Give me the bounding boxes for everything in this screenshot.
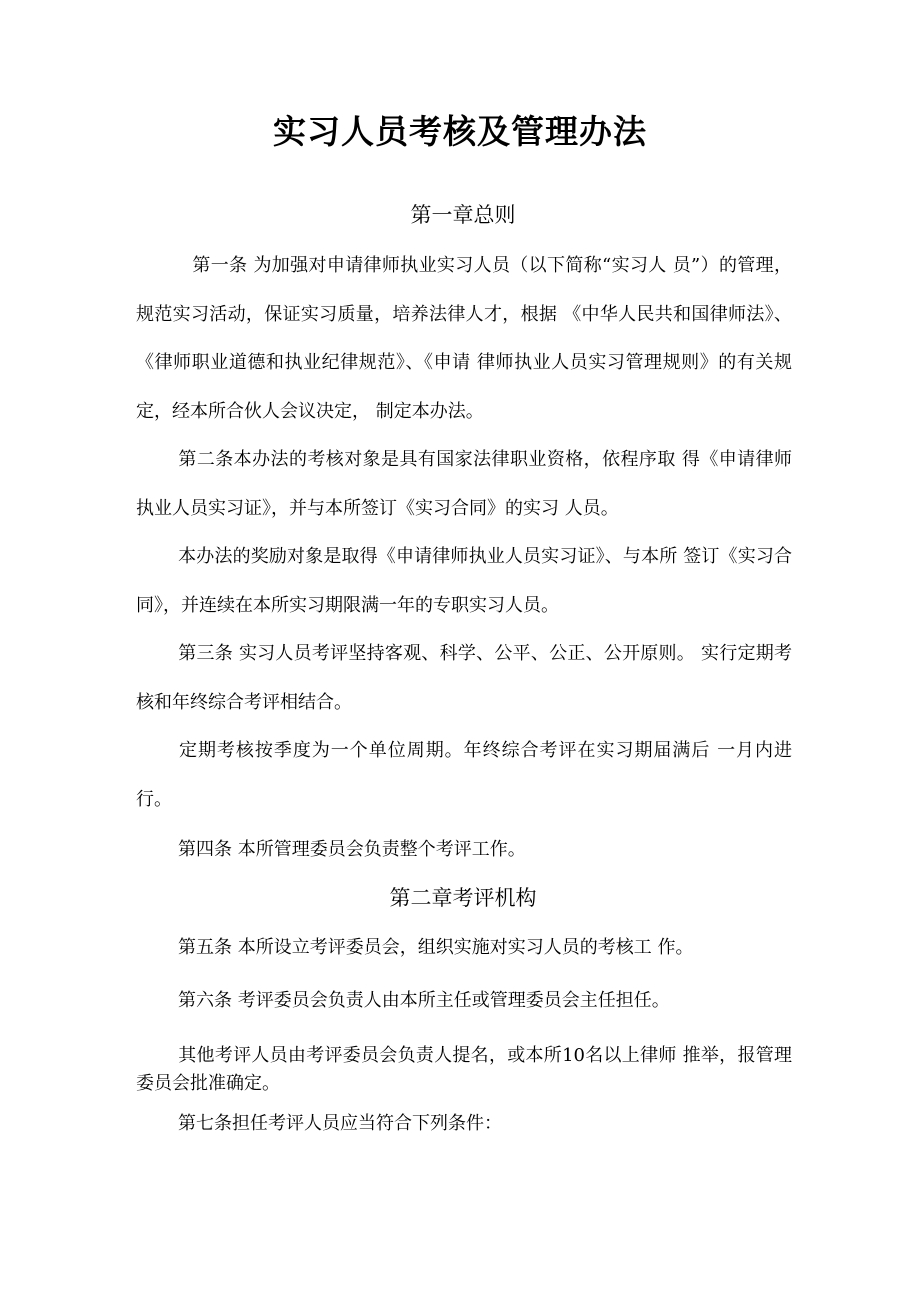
- article-5-text: 第五条 本所设立考评委员会，组织实施对实习人员的考核工 作。: [178, 937, 694, 958]
- document-title: 实习人员考核及管理办法: [273, 112, 647, 151]
- article-2-text: 第二条本办法的考核对象是具有国家法律职业资格，依程序取 得《申请律师执业人员实习证》，并与本所签订《实习合同》的实习 人员。: [136, 449, 792, 519]
- article-6: [136, 977, 792, 1026]
- periodic-assessment-text: 定期考核按季度为一个单位周期。年终综合考评在实习期届满后 一月内进行。: [136, 740, 792, 810]
- chapter-heading-1: 第一章总则: [410, 203, 516, 227]
- article-7: [136, 1100, 792, 1149]
- article-1-text: 第一条 为加强对申请律师执业实习人员（以下简称“实习人 员”）的管理，规范实习活动，保证实习质量，培养法律人才，根据 《中华人民共和国律师法》、《律师职业道德和执业纪律规范》、《申请 律师执业人员实习管理规则》的有关规定，经本所合伙人会议决定， 制定本办法。: [136, 255, 792, 422]
- evaluator-nomination-text: 其他考评人员由考评委员会负责人提名，或本所10名以上律师 推举，报管理委员会批准确定。: [136, 1045, 792, 1094]
- article-6-text: 第六条 考评委员会负责人由本所主任或管理委员会主任担任。: [178, 990, 670, 1011]
- evaluator-nomination-paragraph: [136, 1042, 792, 1098]
- reward-scope-text: 本办法的奖励对象是取得《申请律师执业人员实习证》、与本所 签订《实习合同》，并连续在本所实习期限满一年的专职实习人员。: [136, 546, 792, 616]
- article-4: [136, 826, 792, 875]
- article-7-text: 第七条担任考评人员应当符合下列条件：: [178, 1113, 502, 1134]
- chapter-heading-2: 第二章考评机构: [389, 886, 537, 910]
- article-5: [136, 924, 792, 973]
- article-2: [136, 436, 792, 533]
- article-1: [136, 242, 792, 436]
- article-4-text: 第四条 本所管理委员会负责整个考评工作。: [178, 839, 526, 860]
- periodic-assessment-paragraph: [136, 727, 792, 824]
- article-3-text: 第三条 实习人员考评坚持客观、科学、公平、公正、公开原则。 实行定期考核和年终综合考评相结合。: [136, 643, 792, 713]
- article-3: [136, 630, 792, 727]
- reward-scope-paragraph: [136, 533, 792, 630]
